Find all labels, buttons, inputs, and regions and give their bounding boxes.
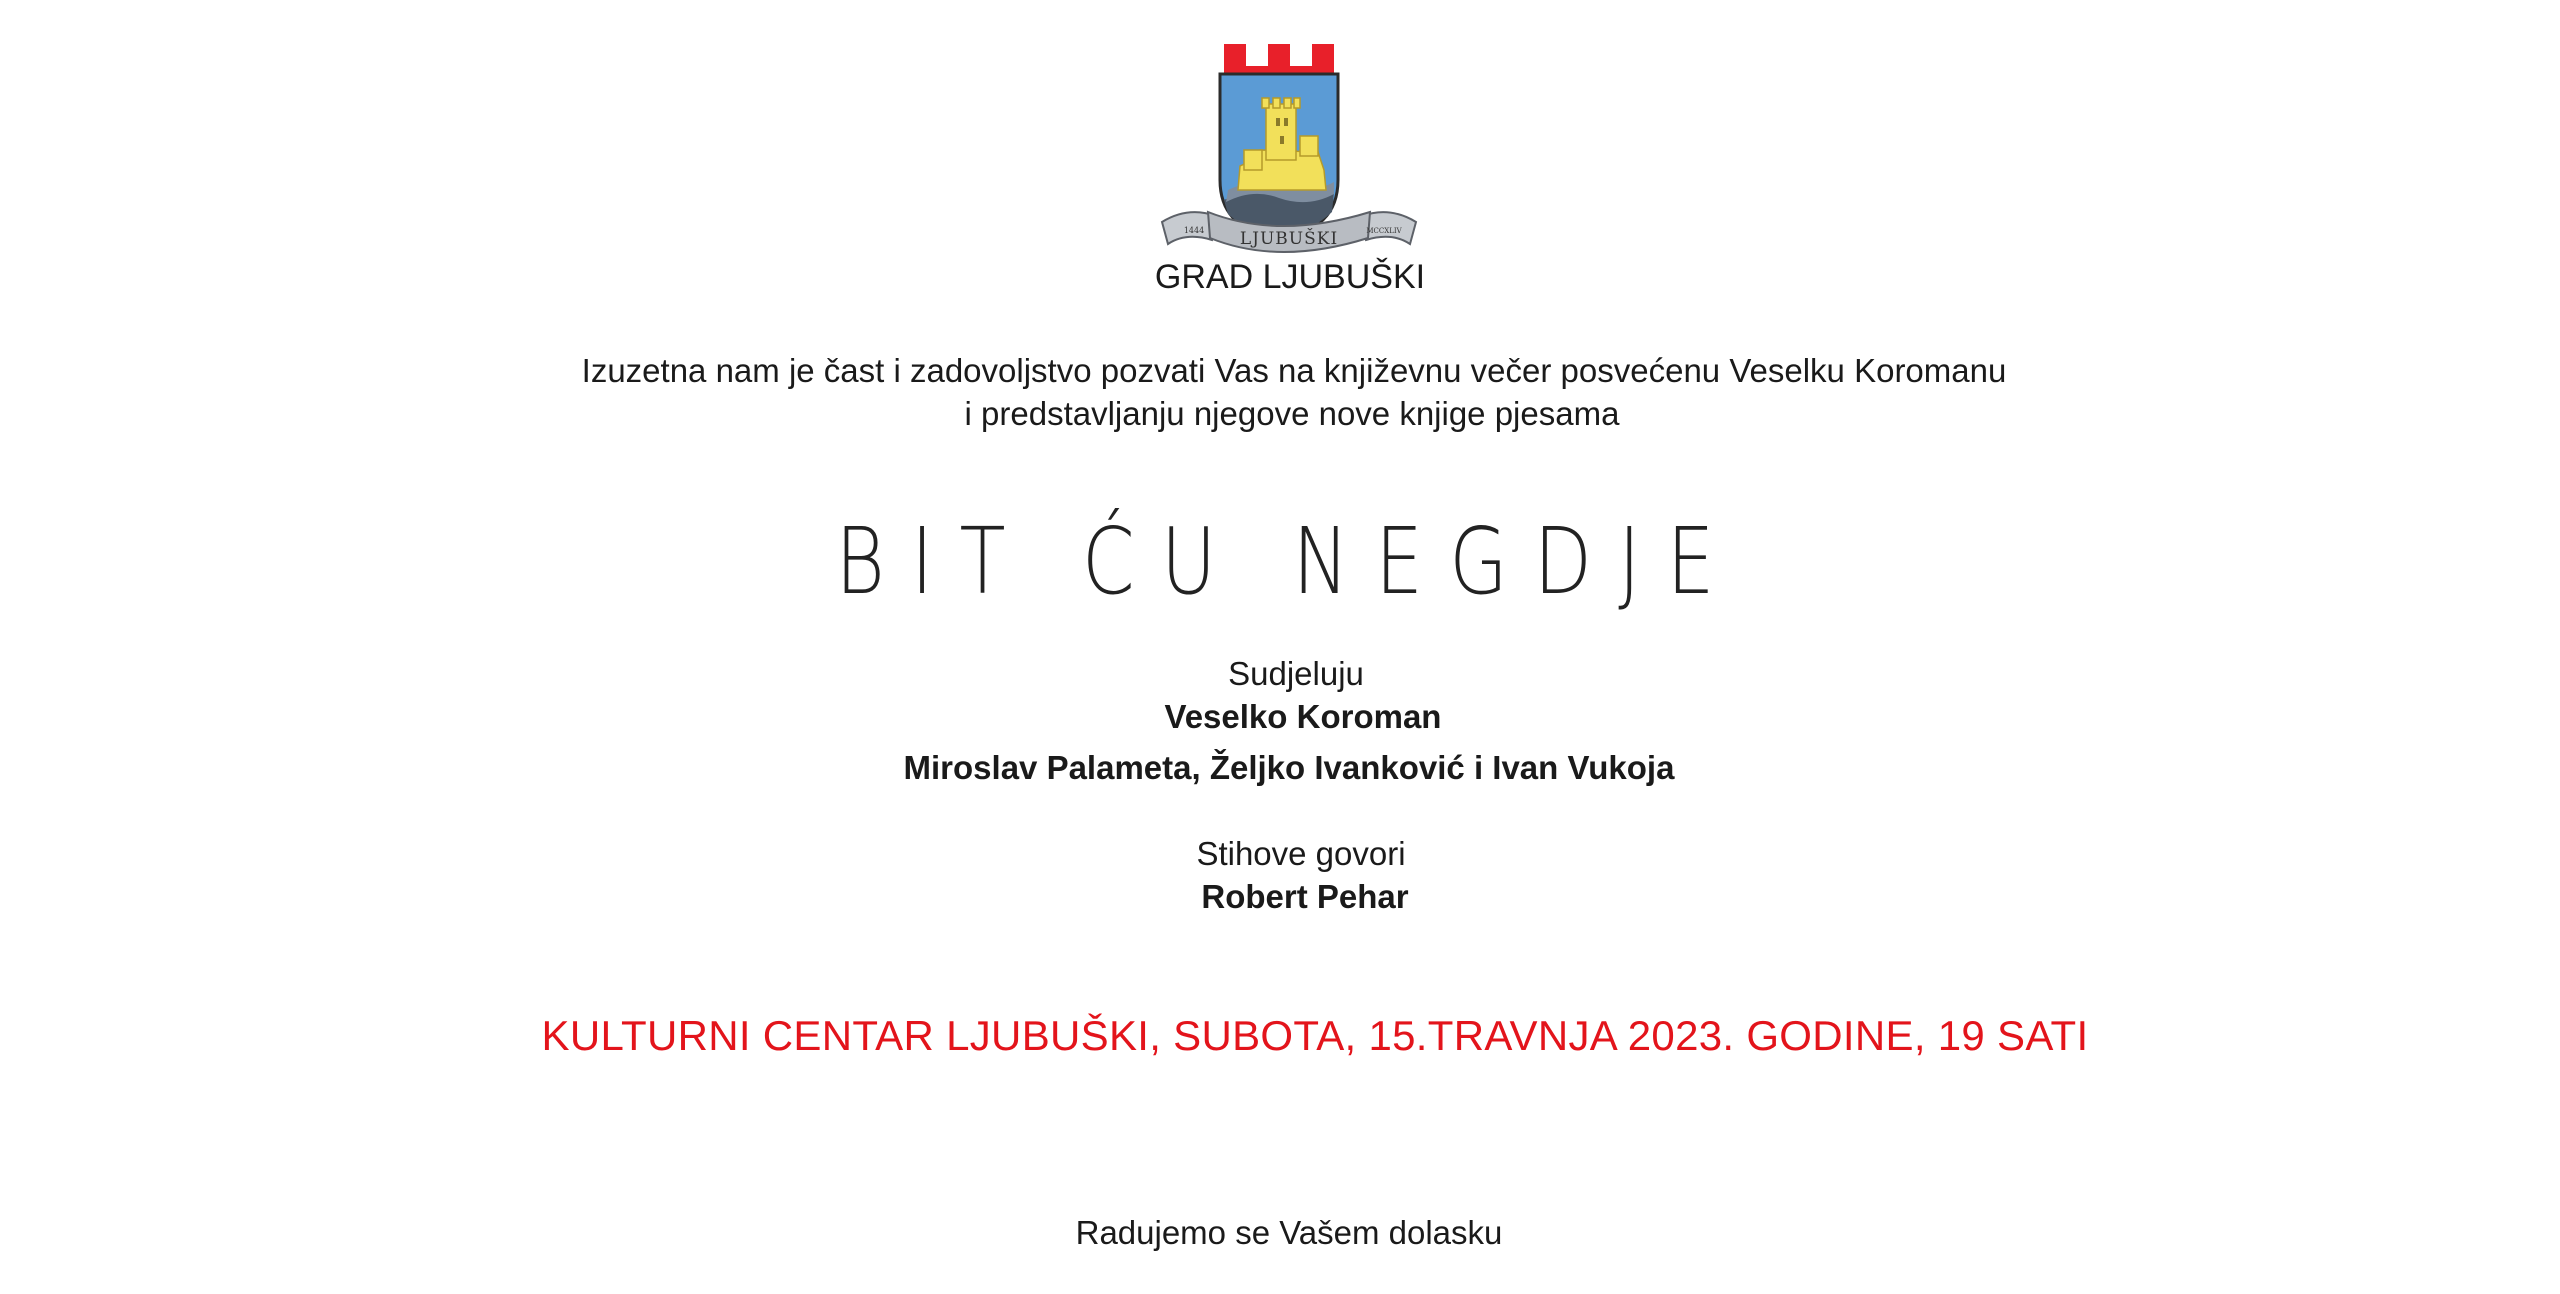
participants-label: Sudjeluju bbox=[1228, 655, 1364, 692]
city-name: GRAD LJUBUŠKI bbox=[1154, 258, 1426, 296]
event-details: KULTURNI CENTAR LJUBUŠKI, SUBOTA, 15.TRAVNJA 2023. GODINE, 19 SATI bbox=[541, 1012, 2089, 1059]
participant-main: Veselko Koroman bbox=[1164, 698, 1442, 735]
invitation-line-2: i predstavljanju njegove nove knjige pjesama bbox=[964, 395, 1620, 432]
book-title: BIT ĆU NEGDJE bbox=[835, 508, 1741, 615]
crest-year-left: 1444 bbox=[1183, 226, 1205, 235]
invitation-line-1: Izuzetna nam je čast i zadovoljstvo pozvati Vas na književnu večer posvećenu Veselku Koromanu bbox=[581, 352, 2007, 389]
closing-message: Radujemo se Vašem dolasku bbox=[1075, 1214, 1503, 1251]
participants-others: Miroslav Palameta, Željko Ivanković i Ivan Vukoja bbox=[903, 749, 1675, 786]
crest-ribbon-text: LJUBUŠKI bbox=[1239, 229, 1339, 249]
speaker-label: Stihove govori bbox=[1196, 835, 1406, 872]
speaker-name: Robert Pehar bbox=[1201, 878, 1409, 915]
crest-battlements bbox=[1224, 44, 1334, 76]
ljubuski-coat-of-arms-logo bbox=[1158, 40, 1420, 266]
crest-year-right: MCCXLIV bbox=[1366, 227, 1402, 235]
